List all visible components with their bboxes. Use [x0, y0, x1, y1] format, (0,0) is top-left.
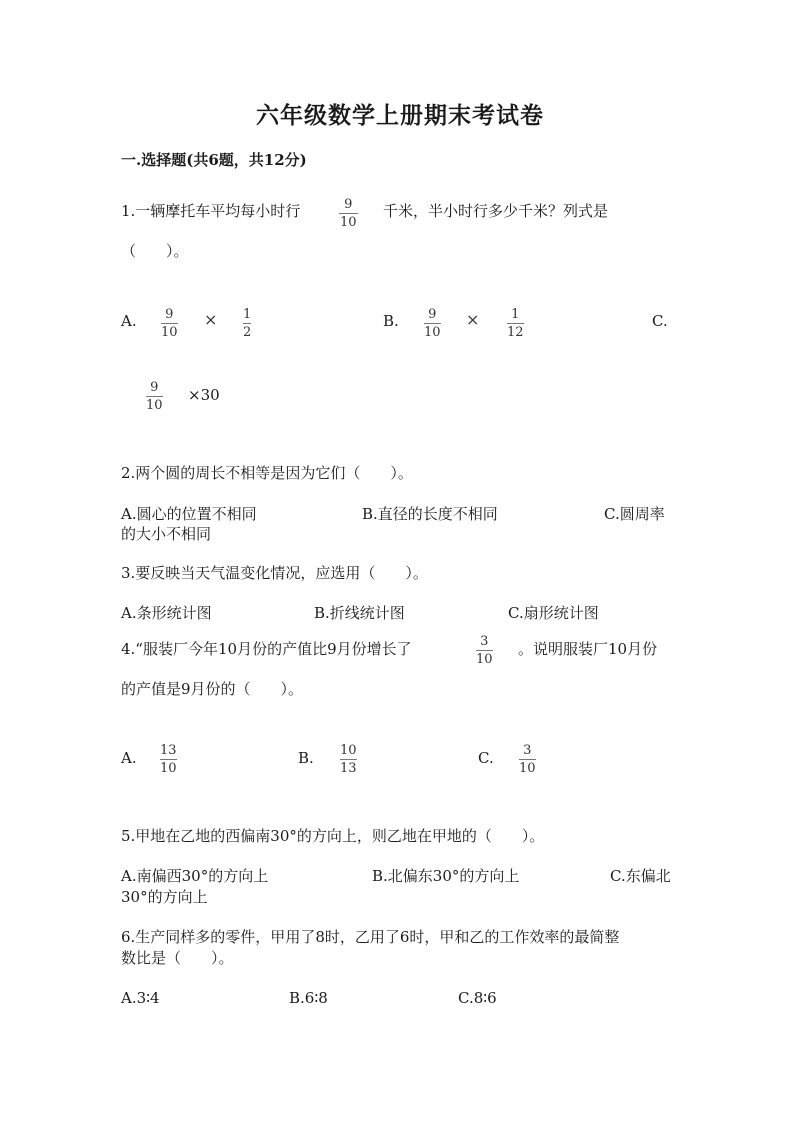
q1-option-a-label: A.	[121, 312, 137, 330]
page-title: 六年级数学上册期末考试卷	[256, 102, 544, 129]
q6-option-a: A.3∶4	[121, 989, 160, 1007]
denominator: 10	[476, 652, 493, 667]
q4-stem-end: 。说明服装厂10月份	[518, 640, 658, 658]
q1-option-c-fraction	[146, 380, 163, 413]
q1-fraction-numerator: 9	[344, 197, 353, 212]
numerator: 1	[511, 307, 520, 322]
times-sign: ×	[204, 310, 218, 329]
q4-option-a-fraction	[160, 743, 177, 776]
numerator: 3	[523, 743, 532, 758]
q5-option-b: B.北偏东30°的方向上	[372, 867, 520, 885]
times-sign: ×	[466, 310, 480, 329]
numerator: 9	[165, 307, 174, 322]
denominator: 10	[146, 398, 163, 413]
q1-stem-end: 千米，半小时行多少千米？列式是	[383, 202, 609, 220]
q2-option-c: C.圆周率	[604, 505, 665, 523]
q1-option-b-fraction-2	[507, 307, 524, 340]
q1-fraction-denominator: 10	[340, 215, 357, 230]
q6-option-b: B.6∶8	[289, 989, 328, 1007]
q6-stem-line1: 6.生产同样多的零件，甲用了8时，乙用了6时，甲和乙的工作效率的最简整	[121, 928, 620, 946]
q2-option-b: B.直径的长度不相同	[362, 505, 498, 523]
q5-option-c-continued: 30°的方向上	[121, 888, 208, 906]
q4-option-c-label: C.	[478, 749, 494, 767]
q5-option-c: C.东偏北	[610, 867, 671, 885]
q6-option-c: C.8∶6	[458, 989, 497, 1007]
q4-option-a-label: A.	[121, 749, 137, 767]
q1-option-a-fraction-2	[243, 307, 251, 340]
q1-stem-start: 1.一辆摩托车平均每小时行	[121, 202, 301, 220]
q1-option-b-fraction-1	[424, 307, 441, 340]
numerator: 9	[428, 307, 437, 322]
denominator: 13	[340, 761, 357, 776]
numerator: 1	[243, 307, 252, 322]
q1-option-c-rest: ×30	[188, 386, 220, 404]
q5-option-a: A.南偏西30°的方向上	[121, 867, 269, 885]
denominator: 10	[160, 761, 177, 776]
q3-option-a: A.条形统计图	[121, 604, 212, 622]
numerator: 3	[480, 634, 489, 649]
numerator: 9	[150, 380, 159, 395]
q4-option-c-fraction	[519, 743, 536, 776]
denominator: 12	[507, 325, 524, 340]
q1-blank: （ ）。	[121, 242, 189, 260]
q3-option-b: B.折线统计图	[314, 604, 405, 622]
numerator: 13	[160, 743, 177, 758]
denominator: 10	[519, 761, 536, 776]
q5-stem: 5.甲地在乙地的西偏南30°的方向上，则乙地在甲地的（ ）。	[121, 827, 545, 845]
q2-option-c-continued: 的大小不相同	[121, 525, 212, 543]
denominator: 10	[161, 325, 178, 340]
numerator: 10	[340, 743, 357, 758]
q3-option-c: C.扇形统计图	[508, 604, 599, 622]
q1-fraction	[339, 197, 358, 230]
q1-option-c-label: C.	[652, 312, 668, 330]
q2-stem: 2.两个圆的周长不相等是因为它们（ ）。	[121, 464, 413, 482]
q2-option-a: A.圆心的位置不相同	[121, 505, 257, 523]
q4-fraction	[476, 634, 493, 667]
q4-option-b-label: B.	[298, 749, 314, 767]
q4-stem-line2: 的产值是9月份的（ ）。	[121, 680, 304, 698]
q4-stem-start: 4.“服装厂今年10月份的产值比9月份增长了	[121, 640, 412, 658]
q6-stem-line2: 数比是（ ）。	[121, 949, 234, 967]
denominator: 10	[424, 325, 441, 340]
q1-option-b-label: B.	[383, 312, 399, 330]
denominator: 2	[243, 325, 252, 340]
section-heading: 一.选择题(共6题，共12分)	[121, 151, 307, 169]
q3-stem: 3.要反映当天气温变化情况，应选用（ ）。	[121, 564, 428, 582]
q4-option-b-fraction	[340, 743, 357, 776]
q1-option-a-fraction-1	[161, 307, 178, 340]
